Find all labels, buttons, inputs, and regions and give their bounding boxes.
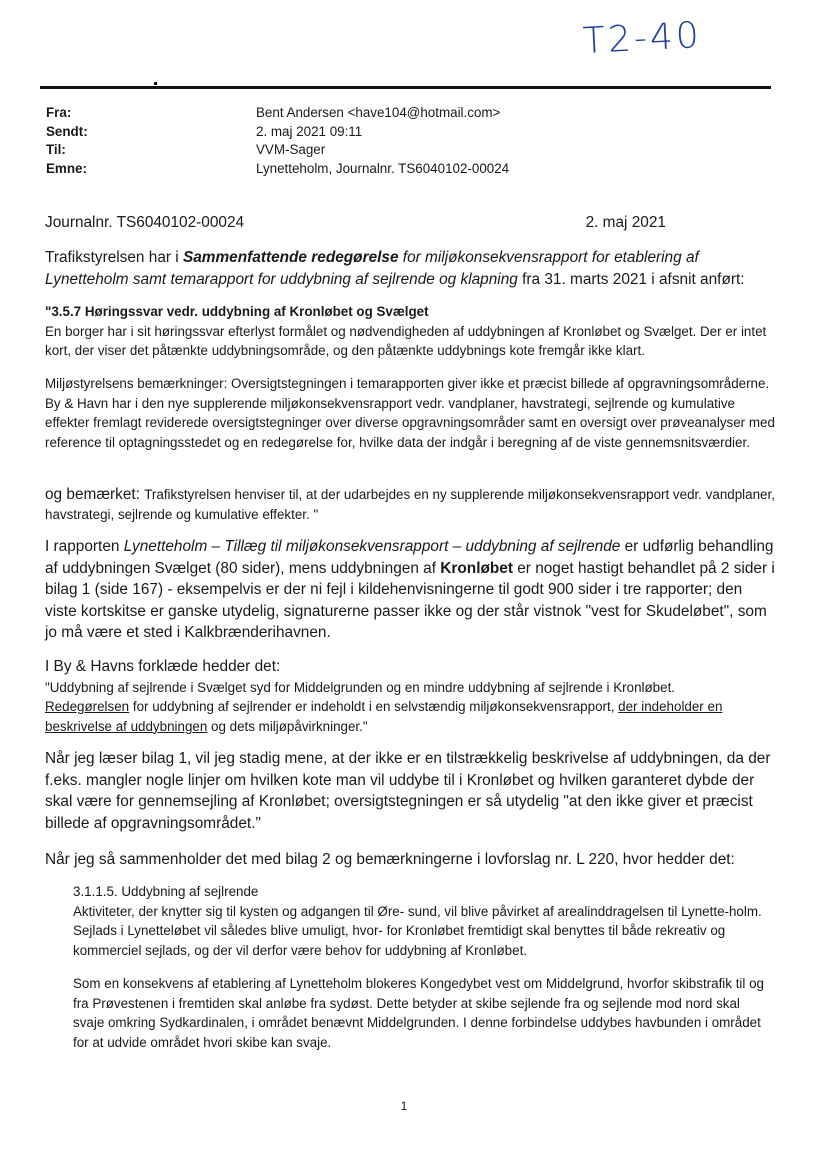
law-section-heading: 3.1.1.5. Uddybning af sejlrende <box>73 884 259 899</box>
byhavn-quote-1: "Uddybning af sejlrende i Svælget syd for Middelgrunden og en mindre uddybning af sejlrende i Kronløbet. <box>45 679 676 695</box>
sent-label: Sendt: <box>46 123 88 139</box>
sent-value: 2. maj 2021 09:11 <box>256 123 363 139</box>
header-divider <box>40 86 771 89</box>
report-text-3: er noget hastigt behandlet på 2 sider i bilag 1 (side 167) - eksempelvis er der ni fejl i kildehenvisningerne til godt 900 sider i tre rapporter; den viste kortskitse er ganske utydelig, signaturerne passer ikke og der står vistnok "vest for Skudeløbet", som jo må være et sted i Kalkbrænderihavnen. <box>45 559 775 642</box>
subject-row <box>46 160 509 179</box>
law-section-para-1: Aktiviteter, der knytter sig til kysten og adgangen til Øre- sund, vil blive påvirket af arealinddragelsen til Lynette-holm. Sejlads i Lynetteløbet vil således blive umuligt, hvor- for Kronløbet fremtidigt skal benyttes til både rekreativ og kommerciel sejlads, og der vil derfor være behov for uddybning af Kronløbet. <box>73 903 762 958</box>
journal-date: 2. maj 2021 <box>585 214 666 231</box>
sent-row <box>46 123 509 142</box>
report-paragraph <box>45 536 777 644</box>
to-value: VVM-Sager <box>256 142 326 158</box>
law-section <box>73 882 773 960</box>
intro-text-2: fra 31. marts 2021 i afsnit anført: <box>517 270 745 288</box>
quote-body: En borger har i sit høringssvar efterlyst formålet og nødvendigheden af uddybningen af Kronløbet og Svælget. Der er intet kort, der viser det påtænkte uddybningsområde, og den påtænkte uddybnings kote fremgår ikke klart. <box>45 323 767 359</box>
intro-paragraph <box>45 247 777 290</box>
byhavn-quote-2: for uddybning af sejlrender er indeholdt i en selvstændig miljøkonsekvensrapport, <box>129 699 619 715</box>
subject-label: Emne: <box>46 160 87 176</box>
byhavn-block <box>45 656 777 736</box>
remarks2-body: Trafikstyrelsen henviser til, at der udarbejdes en ny supplerende miljøkonsekvensrapport vedr. vandplaner, havstrategi, sejlrende og kumulative effekter. " <box>45 487 775 522</box>
byhavn-underline-2: der indeholder en beskrivelse af uddybningen <box>45 699 723 734</box>
report-kronlobet: Kronløbet <box>440 559 513 577</box>
byhavn-lead: I By & Havns forklæde hedder det: <box>45 658 281 675</box>
divider-mark <box>154 82 157 85</box>
intro-text-1: Trafikstyrelsen har i <box>45 249 183 266</box>
from-value: Bent Andersen <have104@hotmail.com> <box>256 105 501 120</box>
remarks-paragraph: Miljøstyrelsens bemærkninger: Oversigtstegningen i temarapporten giver ikke et præcist billede af opgravningsområderne. By & Havn har i den nye supplerende miljøkonsekvensrapport vedr. vandplaner, havstrategi, sejlrende og kumulative effekter fremlagt reviderede oversigtstegninger over diverse opgravningsområder samt en oversigt over prøveanalyser med reference til optagningsstedet og en redegørelse for, hvilke data der indgår i beregning af de viste gennemsnitsværdier. <box>45 376 775 450</box>
quote-block <box>45 302 777 361</box>
report-text-1: I rapporten <box>45 538 124 555</box>
remarks2-paragraph <box>45 485 777 524</box>
remarks2-lead: og bemærket: <box>45 486 145 503</box>
intro-title-emphasis: Sammenfattende redegørelse <box>182 249 399 266</box>
byhavn-quote-3: og dets miljøpåvirkninger." <box>207 718 368 734</box>
from-label: Fra: <box>46 105 72 120</box>
intro-report-title: for miljøkonsekvensrapport for etablering af Lynetteholm samt temarapport for uddybning af sejlrende og klapning <box>45 249 699 288</box>
to-label: Til: <box>46 142 66 158</box>
to-row <box>46 141 509 160</box>
quote-heading: "3.5.7 Høringssvar vedr. uddybning af Kronløbet og Svælget <box>45 304 429 319</box>
report-text-2: er udførlig behandling af uddybningen Svælget (80 sider), mens uddybningen af <box>45 538 774 577</box>
byhavn-underline-1: Redegørelsen <box>45 699 130 715</box>
handwritten-document-tag: T2-40 <box>582 14 703 63</box>
journal-number: Journalnr. TS6040102-00024 <box>45 214 245 231</box>
compare-paragraph: Når jeg så sammenholder det med bilag 2 og bemærkningerne i lovforslag nr. L 220, hvor hedder det: <box>45 851 735 868</box>
report-title: Lynetteholm – Tillæg til miljøkonsekvensrapport – uddybning af sejlrende <box>123 538 621 555</box>
journal-line <box>45 214 666 232</box>
page-number: 1 <box>400 1099 408 1113</box>
law-section-para-2: Som en konsekvens af etablering af Lynetteholm blokeres Kongedybet vest om Middelgrund, hvorfor skibstrafik til og fra Prøvestenen i fremtiden skal anløbe fra sydøst. Dette betyder at skibe sejlende fra og sejlende mod nord skal svaje omkring Sydkardinalen, i området benævnt Middelgrunden. I denne forbindelse uddybes havbunden i området for at udvide området hvori skibe kan svaje. <box>73 976 764 1050</box>
email-header <box>46 104 509 178</box>
reading-paragraph: Når jeg læser bilag 1, vil jeg stadig mene, at der ikke er en tilstrækkelig beskrivelse af uddybningen, da der f.eks. mangler nogle linjer om hvilken kote man vil uddybe til i Kronløbet og hvilken garanteret dybde der skal være for gennemsejling af Kronløbet; oversigtstegningen er så utydelig "at den ikke giver et præcist billede af opgravningsområdet." <box>45 750 771 832</box>
from-row <box>46 104 509 123</box>
subject-value: Lynetteholm, Journalnr. TS6040102-00024 <box>256 160 510 176</box>
byhavn-quote <box>45 678 777 737</box>
